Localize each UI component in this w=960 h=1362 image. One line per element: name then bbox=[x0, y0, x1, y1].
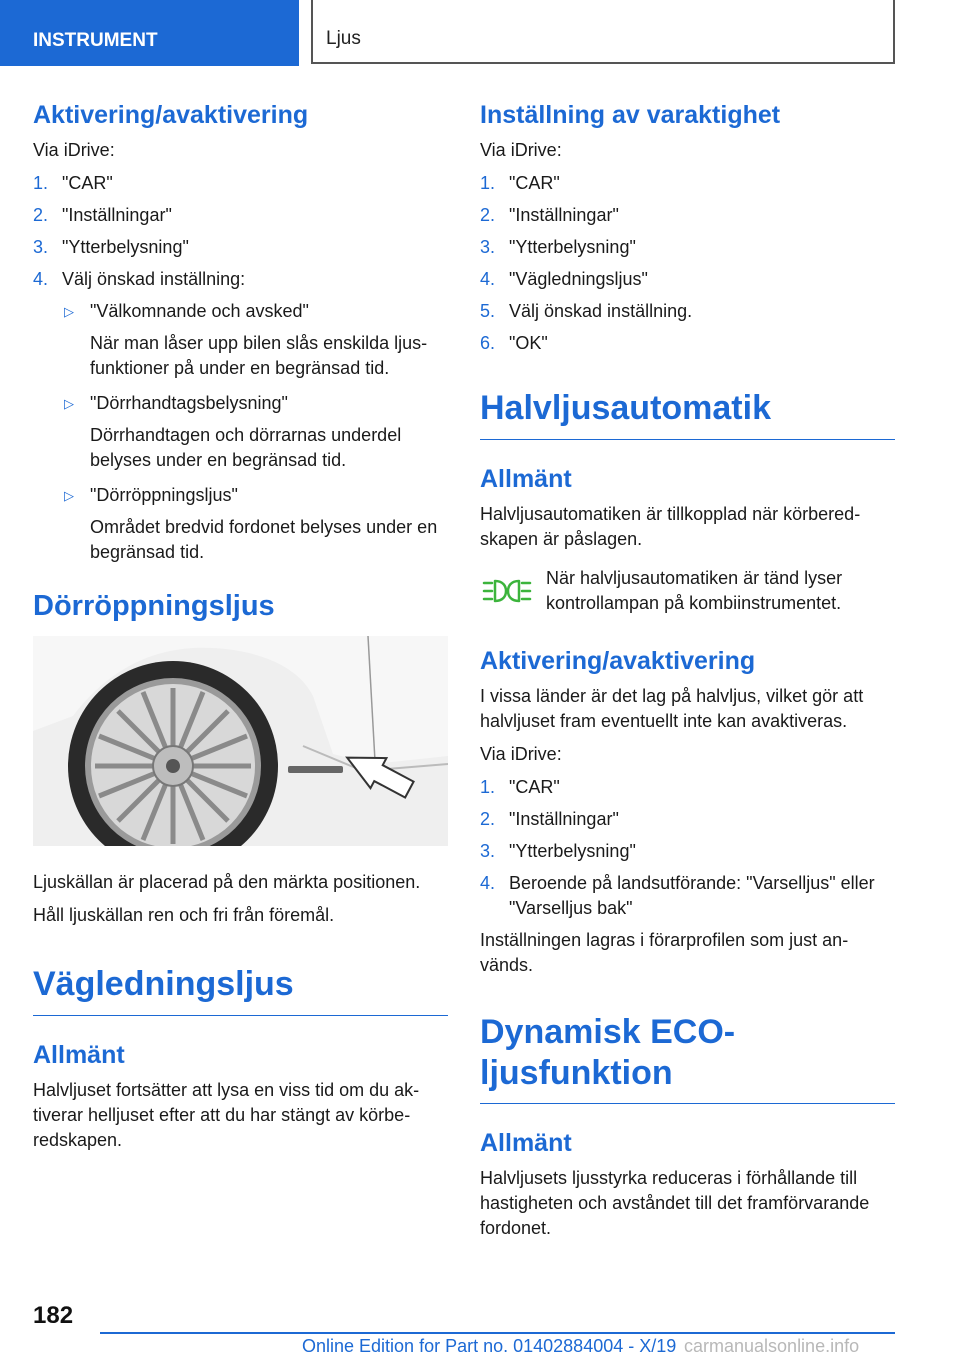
footer-divider bbox=[100, 1332, 895, 1334]
car-wheel-image bbox=[33, 636, 448, 846]
list-item bbox=[480, 775, 895, 800]
steps-list bbox=[480, 171, 895, 356]
step-text: "Ytterbelysning" bbox=[62, 237, 189, 257]
step-number: 4. bbox=[480, 872, 496, 893]
step-number: 1. bbox=[480, 173, 496, 193]
eco-title-line-2: ljusfunktion bbox=[480, 1053, 673, 1092]
option-description: När man låser upp bilen slås enskilda ljusfunktioner på under en begränsad tid. bbox=[90, 333, 428, 378]
step-text: "CAR" bbox=[62, 173, 113, 193]
triangle-bullet-icon: ▷ bbox=[64, 488, 74, 503]
heading-duration: Inställning av varaktighet bbox=[480, 101, 781, 129]
step-number: 6. bbox=[480, 333, 496, 353]
step-number: 2. bbox=[480, 205, 496, 225]
heading-auto-light: Halvljusautomatik bbox=[480, 388, 895, 440]
option-item bbox=[33, 391, 448, 416]
list-item bbox=[33, 171, 448, 196]
step-number: 5. bbox=[480, 301, 496, 321]
eco-text: Halvljusets ljusstyrka reduceras i förhållande till hastigheten och avståndet till det framförvarande fordonet. bbox=[480, 1168, 870, 1239]
step-number: 4. bbox=[33, 269, 49, 289]
option-label: "Dörröppningsljus" bbox=[90, 485, 238, 505]
page-number: 182 bbox=[33, 1302, 74, 1329]
step-text: Välj önskad inställning: bbox=[62, 269, 246, 289]
step-number: 4. bbox=[480, 269, 496, 289]
list-item bbox=[480, 203, 895, 228]
section-label: INSTRUMENT bbox=[0, 0, 299, 66]
list-item bbox=[33, 203, 448, 228]
heading-activation: Aktivering/avaktivering bbox=[33, 101, 309, 129]
left-column bbox=[33, 100, 448, 1161]
step-text: "Vägledningsljus" bbox=[509, 269, 648, 289]
auto-light-text: Halvljusautomatiken är tillkopplad när körberedskapen är påslagen. bbox=[480, 503, 861, 549]
step-number: 2. bbox=[480, 808, 496, 829]
heading-general: Allmänt bbox=[480, 1129, 572, 1158]
option-label: "Dörrhandtagsbelysning" bbox=[90, 393, 288, 413]
list-item bbox=[480, 235, 895, 260]
list-item bbox=[480, 807, 895, 832]
heading-door-light: Dörröppningsljus bbox=[33, 590, 275, 622]
indicator-text: När halvljusautomatiken är tänd lyser kontrollampan på kombiinstrumentet. bbox=[546, 567, 843, 613]
watermark: carmanualsonline.info bbox=[684, 1336, 860, 1356]
door-light-text-1: Ljuskällan är placerad på den märkta positionen. bbox=[33, 871, 421, 892]
settings-note: Inställningen lagras i förarprofilen som just används. bbox=[480, 929, 849, 975]
step-number: 2. bbox=[33, 205, 49, 225]
heading-general: Allmänt bbox=[33, 1040, 125, 1069]
edition-text: Online Edition for Part no. 01402884004 - X/19 bbox=[302, 1336, 677, 1356]
step-text: Beroende på landsutförande: "Varselljus" eller "Varselljus bak" bbox=[509, 872, 875, 918]
step-text: "Ytterbelysning" bbox=[509, 840, 636, 861]
option-item bbox=[33, 483, 448, 508]
steps-list bbox=[33, 171, 448, 292]
step-text: "Inställningar" bbox=[509, 205, 619, 225]
list-item bbox=[480, 171, 895, 196]
list-item bbox=[33, 267, 448, 292]
step-text: "Inställningar" bbox=[509, 808, 619, 829]
step-number: 3. bbox=[33, 237, 49, 257]
guide-light-text: Halvljuset fortsätter att lysa en viss tid om du aktiverar helljuset efter att du har stängt av körberedskapen. bbox=[33, 1079, 420, 1150]
intro-text: Via iDrive: bbox=[33, 140, 115, 160]
intro-text: Via iDrive: bbox=[480, 743, 562, 764]
option-label: "Välkomnande och avsked" bbox=[90, 301, 309, 321]
step-text: Välj önskad inställning. bbox=[509, 301, 693, 321]
step-text: "CAR" bbox=[509, 173, 560, 193]
indicator-note bbox=[480, 566, 895, 616]
step-text: "CAR" bbox=[509, 776, 560, 797]
steps-list bbox=[480, 775, 895, 921]
list-item bbox=[480, 299, 895, 324]
car-illustration bbox=[33, 636, 448, 846]
list-item bbox=[33, 235, 448, 260]
intro-text: Via iDrive: bbox=[480, 140, 562, 160]
list-item bbox=[480, 267, 895, 292]
heading-guide-light: Vägledningsljus bbox=[33, 964, 448, 1016]
list-item bbox=[480, 839, 895, 864]
step-number: 1. bbox=[33, 173, 49, 193]
list-item bbox=[480, 331, 895, 356]
page-header bbox=[0, 0, 960, 66]
door-light-text-2: Håll ljuskällan ren och fri från föremål. bbox=[33, 904, 335, 925]
step-text: "Ytterbelysning" bbox=[509, 237, 636, 257]
triangle-bullet-icon: ▷ bbox=[64, 396, 74, 411]
triangle-bullet-icon: ▷ bbox=[64, 304, 74, 319]
step-text: "Inställningar" bbox=[62, 205, 172, 225]
low-beam-indicator-icon bbox=[482, 578, 532, 611]
option-item bbox=[33, 299, 448, 324]
activation-text: I vissa länder är det lag på halvljus, vilket gör att halvljuset fram eventuellt inte kan avaktiveras. bbox=[480, 685, 864, 731]
eco-title-line-1: Dynamisk ECO- bbox=[480, 1012, 736, 1051]
step-text: "OK" bbox=[509, 333, 548, 353]
step-number: 3. bbox=[480, 237, 496, 257]
step-number: 1. bbox=[480, 776, 496, 797]
heading-general: Allmänt bbox=[480, 464, 572, 493]
option-description: Dörrhandtagen och dörrarnas underdel belyses under en begränsad tid. bbox=[90, 425, 402, 470]
step-number: 3. bbox=[480, 840, 496, 861]
topic-label: Ljus bbox=[311, 0, 895, 64]
heading-activation: Aktivering/avaktivering bbox=[480, 646, 756, 675]
right-column bbox=[480, 100, 895, 1249]
heading-eco-light bbox=[480, 1012, 895, 1105]
list-item bbox=[480, 871, 895, 921]
option-description: Området bredvid fordonet belyses under en begränsad tid. bbox=[90, 517, 438, 562]
